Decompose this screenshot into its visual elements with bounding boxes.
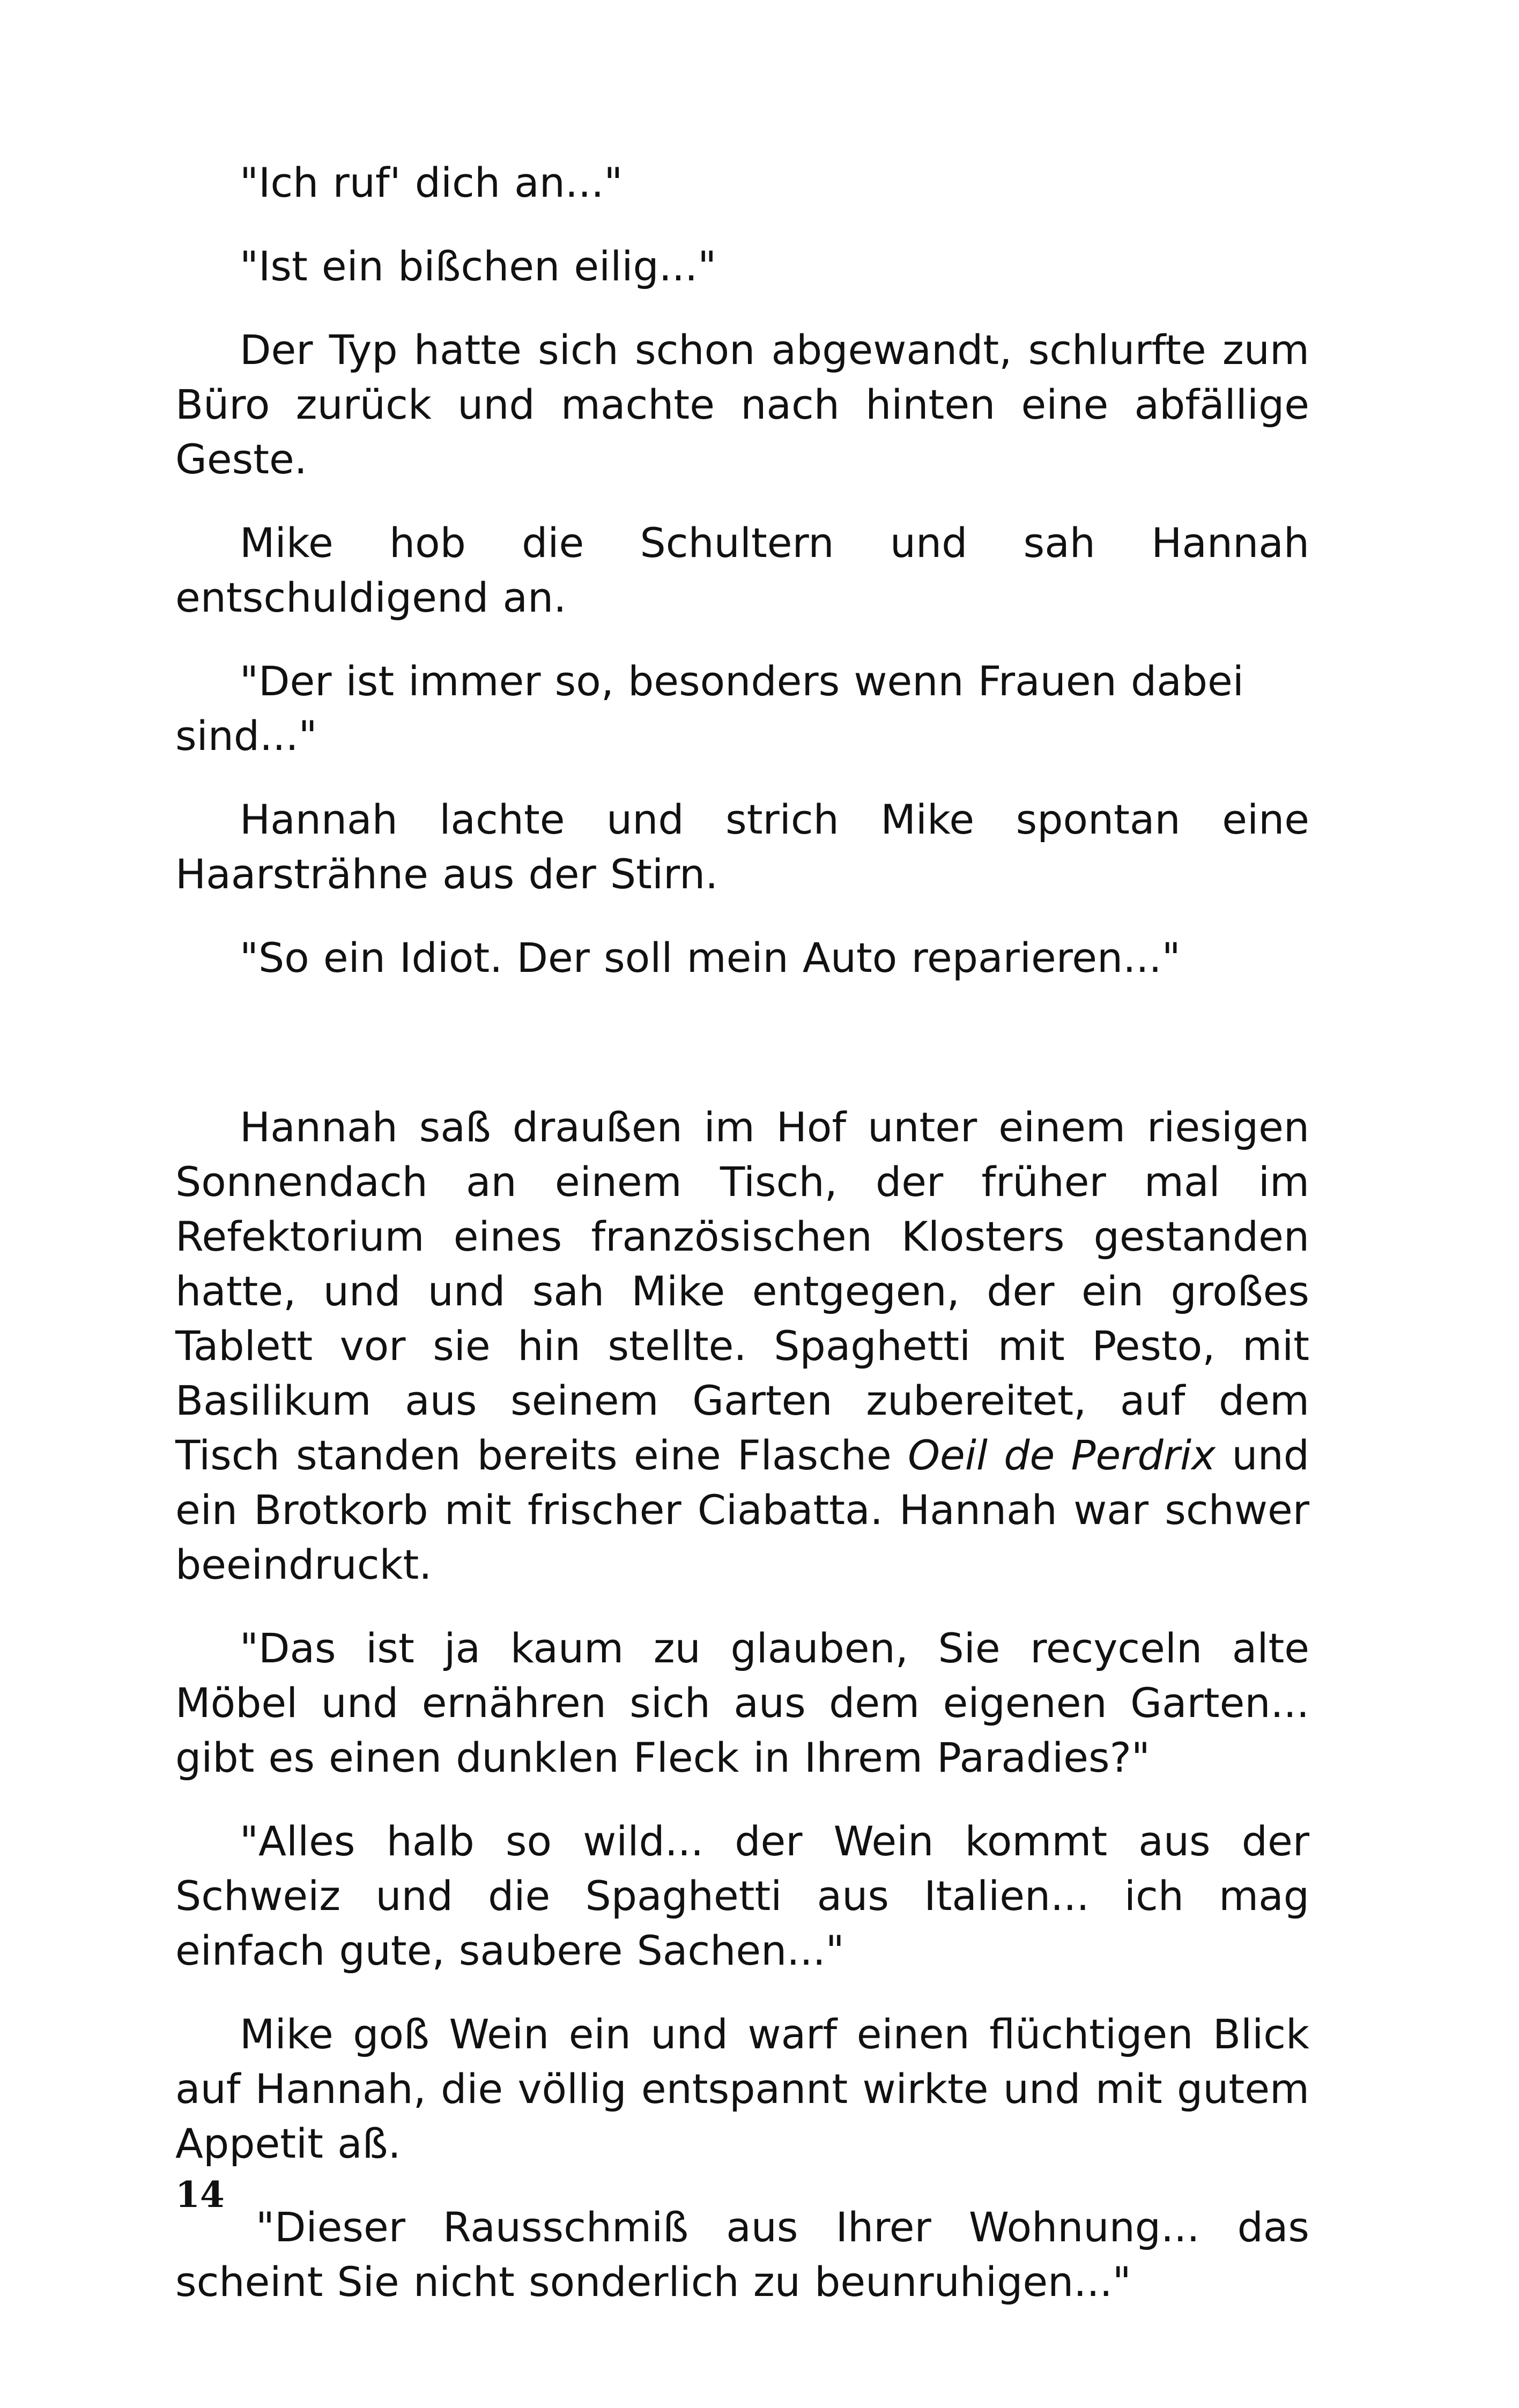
paragraph-2: "Ist ein bißchen eilig...": [240, 242, 717, 290]
paragraph-9: "Das ist ja kaum zu glauben, Sie recyceln alte Möbel und ernähren sich aus dem eigenen Garten... gibt es einen dunklen Fleck in Ihrem Paradies?": [175, 1624, 1309, 1781]
paragraph-8-text-before: Hannah saß draußen im Hof unter einem riesigen Sonnendach an einem Tisch, der früher mal im Refektorium eines französischen Klosters gestanden hatte, und und sah Mike entgegen, der ein großes Tablett vor sie hin stellte. Spaghetti mit Pesto, mit Basilikum aus seinem Garten zubereitet, auf dem Tisch standen bereits eine Flasche: [175, 1103, 1309, 1479]
page-number: 14: [175, 2174, 225, 2216]
section-break: [175, 1014, 1309, 1100]
paragraph-10: "Alles halb so wild... der Wein kommt aus der Schweiz und die Spaghetti aus Italien... ich mag einfach gute, saubere Sachen...": [175, 1817, 1309, 1974]
paragraph-3: Der Typ hatte sich schon abgewandt, schlurfte zum Büro zurück und machte nach hinten eine abfällige Geste.: [175, 326, 1309, 483]
paragraph-5: "Der ist immer so, besonders wenn Frauen dabei sind...": [175, 657, 1244, 760]
paragraph-1: "Ich ruf' dich an...": [240, 159, 623, 206]
book-page-body: [175, 155, 1309, 2338]
paragraph-4: Mike hob die Schultern und sah Hannah entschuldigend an.: [175, 519, 1309, 621]
paragraph-8-text-after: und ein Brotkorb mit frischer Ciabatta. Hannah war schwer beeindruckt.: [175, 1431, 1309, 1588]
paragraph-11: Mike goß Wein ein und warf einen flüchtigen Blick auf Hannah, die völlig entspannt wirkte und mit gutem Appetit aß.: [175, 2010, 1309, 2167]
paragraph-6: Hannah lachte und strich Mike spontan eine Haarsträhne aus der Stirn.: [175, 796, 1309, 898]
wine-name-italic: Oeil de Perdrix: [908, 1431, 1216, 1479]
paragraph-8: [175, 1100, 1309, 1592]
paragraph-12: "Dieser Rausschmiß aus Ihrer Wohnung... das scheint Sie nicht sonderlich zu beunruhigen...": [175, 2203, 1309, 2306]
paragraph-7: "So ein Idiot. Der soll mein Auto reparieren...": [240, 934, 1181, 982]
